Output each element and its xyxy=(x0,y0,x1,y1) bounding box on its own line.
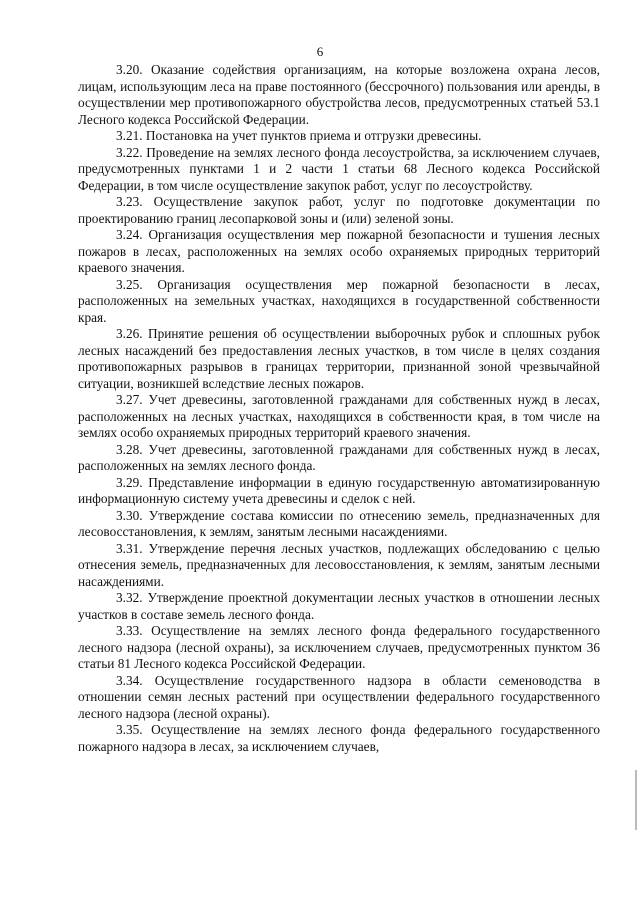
paragraph-3-26: 3.26. Принятие решения об осуществлении выборочных рубок и сплошных рубок лесных насаждений без предоставления лесных участков, в том числе в целях создания противопожарных разрывов в границах территории, признанной зоной чрезвычайной ситуации, возникшей вследствие лесных пожаров. xyxy=(78,326,600,391)
paragraph-3-27: 3.27. Учет древесины, заготовленной гражданами для собственных нужд в лесах, расположенных на лесных участках, находящихся в собственности края, в том числе на землях особо охраняемых природных территорий краевого значения. xyxy=(78,392,600,440)
paragraph-3-23: 3.23. Осуществление закупок работ, услуг по подготовке документации по проектированию границ лесопарковой зоны и (или) зеленой зоны. xyxy=(78,194,600,226)
paragraph-3-20: 3.20. Оказание содействия организациям, на которые возложена охрана лесов, лицам, использующим леса на праве постоянного (бессрочного) пользования или аренды, в осуществлении мер противопожарного обустройства лесов, предусмотренных статьей 53.1 Лесного кодекса Российской Федерации. xyxy=(78,62,600,127)
document-body xyxy=(78,62,600,755)
page-number: 6 xyxy=(316,44,324,59)
paragraph-3-33: 3.33. Осуществление на землях лесного фонда федерального государственного лесного надзора (лесной охраны), за исключением случаев, предусмотренных пунктом 36 статьи 81 Лесного кодекса Российской Федерации. xyxy=(78,623,600,671)
paragraph-3-22: 3.22. Проведение на землях лесного фонда лесоустройства, за исключением случаев, предусмотренных пунктами 1 и 2 части 1 статьи 68 Лесного кодекса Российской Федерации, в том числе осуществление закупок работ, услуг по лесоустройству. xyxy=(78,144,600,193)
paragraph-3-24: 3.24. Организация осуществления мер пожарной безопасности и тушения лесных пожаров в лесах, расположенных на землях особо охраняемых природных территорий краевого значения. xyxy=(78,227,600,275)
paragraph-3-32: 3.32. Утверждение проектной документации лесных участков в отношении лесных участков в составе земель лесного фонда. xyxy=(78,590,600,622)
scan-edge-mark xyxy=(635,770,637,830)
paragraph-3-28: 3.28. Учет древесины, заготовленной гражданами для собственных нужд в лесах, расположенных на землях лесного фонда. xyxy=(78,441,600,473)
paragraph-3-29: 3.29. Представление информации в единую государственную автоматизированную информационную систему учета древесины и сделок с ней. xyxy=(78,474,600,506)
paragraph-3-30: 3.30. Утверждение состава комиссии по отнесению земель, предназначенных для лесовосстановления, к землям, занятым лесными насаждениями. xyxy=(78,507,600,539)
paragraph-3-35: 3.35. Осуществление на землях лесного фонда федерального государственного пожарного надзора в лесах, за исключением случаев, xyxy=(78,722,600,754)
paragraph-3-21: 3.21. Постановка на учет пунктов приема и отгрузки древесины. xyxy=(116,128,482,143)
paragraph-3-34: 3.34. Осуществление государственного надзора в области семеноводства в отношении семян лесных растений при осуществлении федерального государственного лесного надзора (лесной охраны). xyxy=(78,672,600,721)
paragraph-3-25: 3.25. Организация осуществления мер пожарной безопасности в лесах, расположенных на земельных участках, находящихся в государственной собственности края. xyxy=(78,276,600,325)
paragraph-3-31: 3.31. Утверждение перечня лесных участков, подлежащих обследованию с целью отнесения земель, предназначенных для лесовосстановления, к землям, занятым лесными насаждениями. xyxy=(78,540,600,589)
